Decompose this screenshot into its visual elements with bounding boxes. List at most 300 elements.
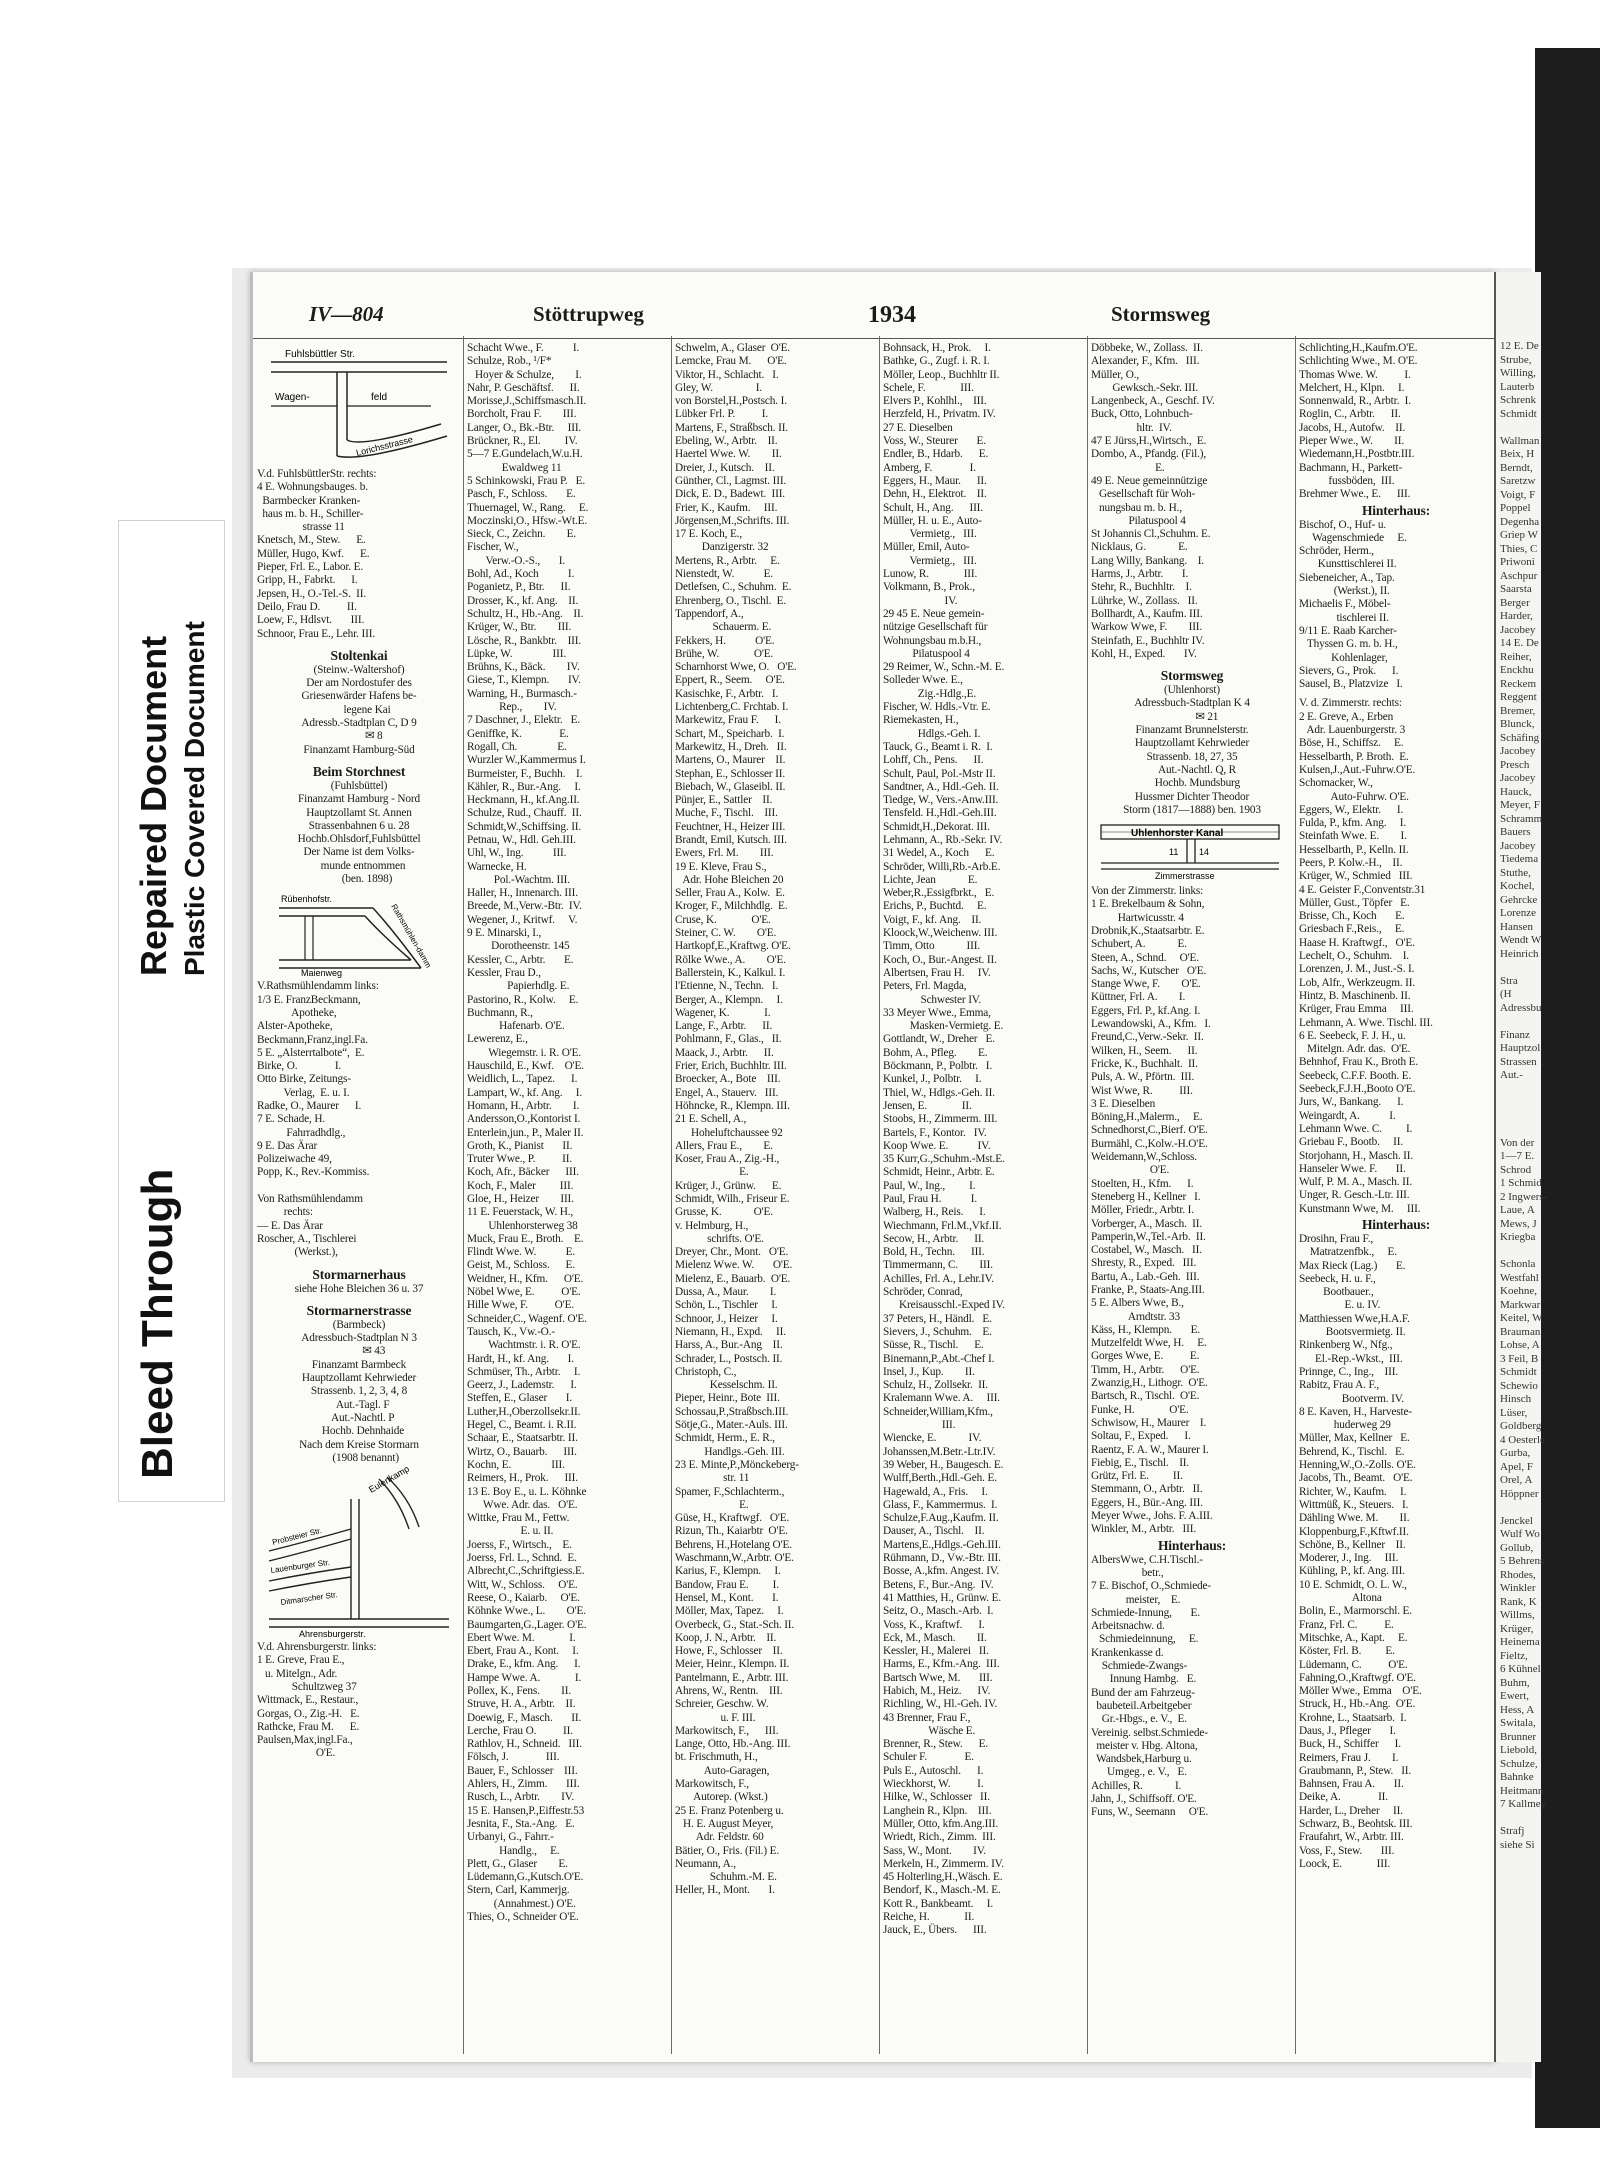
directory-entry: Schröder, Conrad, [883, 1286, 963, 1299]
directory-entry: Umgeg., e. V., E. [1091, 1766, 1187, 1779]
directory-entry: fussböden, III. [1299, 474, 1395, 487]
directory-entry: Broecker, A., Bote III. [675, 1073, 781, 1086]
directory-entry: Knetsch, M., Stew. E. [257, 534, 366, 547]
directory-entry [1496, 1123, 1541, 1137]
directory-entry: Schubert, A. E. [1091, 938, 1187, 951]
map-label: 14 [1199, 847, 1210, 858]
directory-entry: Drobnik,K.,Staatsarbtr. E. [1091, 924, 1205, 937]
directory-entry: Bartels, F., Kontor. IV. [883, 1126, 987, 1139]
directory-entry: Hanseler Wwe. F. II. [1299, 1162, 1406, 1175]
directory-entry: Wagenschmiede E. [1299, 531, 1407, 544]
directory-entry: Behrend, K., Tischl. E. [1299, 1445, 1405, 1458]
directory-entry: Drosihn, Frau F., [1299, 1233, 1374, 1245]
directory-entry: Schnedhorst,C.,Bierf. O'E. [1091, 1124, 1208, 1137]
directory-entry: 3 E. Dieselben [1091, 1097, 1156, 1110]
directory-entry: u. Mitelgn., Adr. [257, 1667, 338, 1680]
directory-entry: Jurs, W., Bankang. I. [1299, 1096, 1404, 1109]
directory-entry: Kroger, F., Milchhdlg. E. [675, 900, 788, 913]
directory-entry: Weber,R.,Essigfbrkt., E. [883, 887, 995, 900]
directory-entry: Ebert, Frau A., Kont. I. [467, 1645, 579, 1658]
directory-entry: Schmidt,H.,Dekorat. III. [883, 820, 990, 833]
directory-entry: Viktor, H., Schlacht. I. [675, 368, 779, 381]
directory-entry: V.d. FuhlsbüttlerStr. rechts: [257, 468, 377, 480]
directory-entry: Ewers, Frl. M. III. [675, 847, 774, 860]
directory-entry: Jensen, E. II. [883, 1099, 972, 1112]
directory-entry: Aut.- [1500, 1069, 1523, 1081]
directory-entry: Bosse, A.,kfm. Angest. IV. [883, 1565, 1000, 1578]
directory-entry: Bandow, Frau E. I. [675, 1578, 779, 1591]
directory-entry: Lerche, Frau O. II. [467, 1724, 573, 1737]
directory-entry: Popp, K., Rev.-Kommiss. [257, 1166, 370, 1179]
directory-entry: Innung Hambg. E. [1091, 1673, 1197, 1686]
directory-entry: bt. Frischmuth, H., [675, 1751, 758, 1764]
directory-entry: Rank, K [1500, 1595, 1537, 1608]
directory-entry: Buck, H., Schiffer I. [1299, 1738, 1401, 1751]
directory-entry: Rathlov, H., Schneid. III. [467, 1738, 582, 1751]
directory-entry: Lehmann, A. Wwe. Tischl. III. [1299, 1016, 1433, 1029]
directory-entry: Muche, F., Tischl. III. [675, 807, 778, 820]
directory-entry: (ben. 1898) [325, 873, 393, 886]
directory-entry: Spamer, F.,Schlachterm., [675, 1485, 785, 1498]
directory-entry: Bischof, O., Huf- u. [1299, 518, 1387, 531]
block-col1c [257, 780, 461, 886]
directory-entry: Winkler, M., Arbtr. III. [1091, 1523, 1197, 1536]
directory-entry: Walberg, H., Reis. I. [883, 1206, 986, 1219]
directory-entry: Kochn, E. III. [467, 1458, 565, 1471]
directory-entry: Von der Zimmerstr. links: [1091, 885, 1204, 898]
directory-entry: AlbersWwe, C.H.Tischl.- [1091, 1553, 1203, 1566]
directory-entry: 31 Wedel, A., Koch E. [883, 847, 995, 860]
directory-entry: Meier, Heinr., Klempn. II. [675, 1658, 790, 1671]
directory-entry: Reckem [1500, 677, 1537, 690]
directory-entry: Habich, M., Heiz. IV. [883, 1684, 991, 1697]
directory-entry: 5 E. Albers Wwe, B., [1091, 1297, 1184, 1310]
directory-entry: Jahn, J., Schiffsoff. O'E. [1091, 1792, 1197, 1805]
directory-entry: Handlg., E. [467, 1844, 560, 1857]
directory-entry: Pol.-Wachtm. III. [467, 873, 570, 886]
directory-entry: Lange, Otto, Hb.-Ang. III. [675, 1738, 791, 1751]
directory-entry: Schreier, Geschw. W. [675, 1698, 769, 1711]
directory-entry: Müller, Gust., Töpfer E. [1299, 896, 1410, 909]
directory-entry: hltr. IV. [1091, 421, 1172, 434]
directory-entry: 2 E. Greve, A., Erben [1299, 710, 1394, 723]
directory-entry: Buchmann, R., [467, 1006, 533, 1019]
directory-entry: Berger [1500, 596, 1530, 609]
directory-entry: Switala, [1500, 1717, 1536, 1729]
directory-entry: Goldberg [1500, 1420, 1542, 1432]
directory-entry: Fekkers, H. O'E. [675, 634, 775, 647]
directory-entry: Bartsch Wwe, M. III. [883, 1671, 993, 1684]
directory-entry: Weidner, H., Kfm. O'E. [467, 1272, 584, 1285]
directory-entry: Koop, J. N., Arbtr. II. [675, 1631, 777, 1644]
directory-entry: Storm (1817—1888) ben. 1903 [1123, 803, 1261, 816]
directory-entry: Wirtz, O., Bauarb. III. [467, 1445, 577, 1458]
block-col1f [257, 1319, 461, 1465]
directory-entry: Deilo, Frau D. II. [257, 600, 357, 613]
directory-entry: Schmidt, Wilh., Friseur E. [675, 1193, 790, 1205]
directory-entry: 21 E. Schell, A., [675, 1113, 747, 1126]
directory-entry: Thiel, W., Hdlgs.-Geh. II. [883, 1086, 995, 1099]
directory-entry: Bollhardt, A., Kaufm. III. [1091, 607, 1203, 620]
directory-entry: Heitmann [1500, 1784, 1544, 1797]
block-col3 [675, 342, 877, 1898]
directory-entry: Lechelt, O., Schuhm. I. [1299, 950, 1409, 963]
directory-entry: Schmüser, Th., Arbtr. I. [467, 1365, 581, 1378]
directory-entry: ✉ 21 [1165, 710, 1219, 723]
directory-entry: Warkow Wwe, F. III. [1091, 621, 1203, 634]
directory-entry: Mutzelfeldt Wwe, H. E. [1091, 1337, 1207, 1350]
directory-entry: Süsse, R., Tischl. E. [883, 1339, 984, 1352]
directory-entry: 17 E. Koch, E., [675, 528, 743, 541]
directory-entry: Brückner, R., El. IV. [467, 435, 578, 448]
directory-entry: Behnhof, Frau K., Broth E. [1299, 1056, 1419, 1069]
directory-entry: 7 E. Schade, H. [257, 1113, 326, 1126]
directory-entry: Wilken, H., Seem. II. [1091, 1044, 1198, 1057]
directory-entry: Rölke Wwe., A. O'E. [675, 953, 786, 966]
directory-entry: Kloppenburg,F.,Kftwf.II. [1299, 1525, 1409, 1538]
block-col1b [257, 664, 461, 757]
directory-entry: Fahrradhdlg., [257, 1126, 346, 1139]
directory-entry: Mielenz Wwe. W. O'E. [675, 1259, 793, 1272]
directory-entry: 33 Meyer Wwe., Emma, [883, 1006, 991, 1019]
block-col1a [257, 468, 461, 641]
directory-entry: Breede, M.,Verw.-Btr. IV. [467, 900, 582, 913]
directory-entry: Glass, F., Kammermus. I. [883, 1498, 998, 1511]
directory-entry: Hauptzollamt Kehrwieder [1134, 737, 1250, 750]
directory-entry: Mertens, R., Arbtr. E. [675, 554, 780, 567]
directory-entry: Willing, [1500, 367, 1536, 379]
directory-entry: Schult, Paul, Pol.-Mstr II. [883, 767, 996, 780]
directory-entry: O'E. [1091, 1164, 1170, 1177]
directory-entry: Bathke, G., Zugf. i. R. I. [883, 355, 990, 368]
directory-entry: (1908 benannt) [319, 1451, 399, 1464]
directory-entry [257, 1180, 461, 1193]
directory-entry: Neumann, A., [675, 1857, 736, 1870]
directory-entry: Steinfath Wwe. E. I. [1299, 830, 1407, 843]
directory-entry: Schulze, Rob., ¹/F* [467, 355, 552, 368]
directory-entry: Degenha [1500, 515, 1540, 528]
directory-entry: Von der [1500, 1136, 1535, 1149]
directory-entry: Matthiessen Wwe,H.A.F. [1299, 1312, 1410, 1325]
directory-entry: Flindt Wwe. W. E. [467, 1246, 576, 1259]
directory-entry: Freund,C.,Verw.-Sekr. II. [1091, 1031, 1204, 1044]
directory-entry: ✉ 43 [332, 1345, 386, 1358]
directory-entry: Struck, H., Hb.-Ang. O'E. [1299, 1698, 1416, 1711]
directory-entry: Markewitz, H., Dreh. II. [675, 740, 787, 753]
directory-entry [1496, 421, 1541, 435]
directory-entry: Tensfeld. H.,Hdl.-Geh.III. [883, 807, 997, 820]
directory-entry: Kreisausschl.-Exped IV. [883, 1299, 1005, 1312]
directory-entry: Bohnsack, H., Prok. I. [883, 342, 991, 354]
block-col1g [257, 1641, 461, 1761]
directory-entry: Adressbuch-Stadtplan N 3 [301, 1332, 417, 1345]
directory-entry: Stra [1500, 974, 1518, 987]
directory-entry: Koop Wwe. E. IV. [883, 1139, 991, 1152]
column-4 [883, 342, 1085, 2054]
directory-entry: 13 E. Boy E., u. L. Köhnke [467, 1485, 587, 1498]
directory-entry: Pilatuspool 4 [883, 647, 970, 660]
map-label: Ahrensburgerstr. [299, 1629, 366, 1640]
directory-entry: Nöbel Wwe, E. O'E. [467, 1286, 581, 1299]
directory-entry: Buhm, [1500, 1676, 1530, 1689]
directory-entry: Schart, M., Speicharb. I. [675, 727, 785, 740]
directory-entry: Rep., IV. [467, 701, 557, 714]
directory-entry: Martens, F., Straßbsch. II. [675, 421, 789, 434]
directory-entry: Amberg, F. I. [883, 461, 976, 474]
directory-entry: Buck, Otto, Lohnbuch- [1091, 408, 1193, 421]
directory-entry: Jacobs, H., Autofw. II. [1299, 421, 1406, 434]
directory-entry: Harss, A., Bur.-Ang II. [675, 1339, 783, 1352]
directory-entry: Danzigerstr. 32 [675, 541, 769, 554]
directory-entry: Schröder, Willi,Rb.-Arb.E. [883, 860, 1001, 873]
directory-entry: Wendt W [1500, 934, 1542, 946]
map-label: Fuhlsbüttler Str. [285, 349, 356, 360]
directory-entry: Wiedemann,H.,Postbtr.III. [1299, 448, 1415, 461]
directory-entry: Alster-Apotheke, [257, 1020, 333, 1033]
directory-entry: Struve, H. A., Arbtr. II. [467, 1698, 576, 1711]
block-col6a [1299, 342, 1493, 502]
directory-entry: 8 E. Kaven, H., Harveste- [1299, 1405, 1412, 1418]
directory-entry: Fahning,O.,Kraftwgf. O'E. [1299, 1671, 1416, 1684]
directory-entry: Schramm [1500, 812, 1543, 825]
directory-entry: Howe, F., Schlosser II. [675, 1645, 783, 1658]
column-rule [1295, 336, 1296, 2054]
directory-entry: Reiche, H. II. [883, 1911, 975, 1924]
directory-entry: Fischer, W. Hdls.-Vtr. E. [883, 701, 991, 714]
directory-entry: Reimers, Frau J. I. [1299, 1751, 1399, 1764]
directory-entry: Martens,E.,Hdlgs.-Geh.III. [883, 1538, 1001, 1551]
directory-entry: Burmeister, F., Buchh. I. [467, 767, 583, 780]
directory-entry: Sievers, G., Prok. I. [1299, 664, 1399, 677]
directory-entry: Tiedema [1500, 853, 1539, 865]
directory-entry: Steinfath, E., Buchhltr IV. [1091, 634, 1205, 647]
directory-entry: Enterlein,jun., P., Maler II. [467, 1126, 584, 1139]
block-col5b [1091, 684, 1293, 817]
directory-entry: Poppel [1500, 502, 1531, 514]
header-year: 1934 [868, 302, 916, 328]
directory-entry: 1 E. Greve, Frau E., [257, 1654, 345, 1667]
directory-entry: Fiebig, E., Tischl. II. [1091, 1456, 1190, 1469]
directory-entry: Kralemann Wwe. A. III. [883, 1392, 1000, 1405]
directory-entry: Sausel, B., Platzvize I. [1299, 678, 1403, 691]
directory-entry: Eck, M., Masch. II. [883, 1631, 987, 1644]
directory-entry: Schwester IV. [883, 993, 982, 1006]
directory-entry: Weidlich, L., Tapez. I. [467, 1073, 578, 1086]
heading-stormarnerstrasse: Stormarnerstrasse [306, 1302, 412, 1318]
directory-entry: Weingardt, A. I. [1299, 1109, 1396, 1122]
directory-entry: Rabitz, Frau A. F., [1299, 1379, 1380, 1392]
directory-entry: Hauptzol [1500, 1042, 1541, 1054]
directory-entry: u. F. III. [675, 1711, 756, 1724]
directory-entry: 7 E. Bischof, O.,Schmiede- [1091, 1580, 1212, 1593]
directory-entry: Rusch, L., Arbtr. IV. [467, 1791, 574, 1804]
directory-entry: Kesselschm. II. [675, 1379, 778, 1392]
directory-entry: Ahlers, H., Zimm. III. [467, 1778, 580, 1791]
header-left-street: Stöttrupweg [533, 302, 644, 326]
directory-entry: Enckhu [1500, 664, 1534, 676]
directory-entry: Polizeiwache 49, [257, 1153, 332, 1166]
block-col6c [1299, 697, 1493, 1216]
directory-entry: Masken-Vermietg. E. [883, 1020, 1004, 1033]
directory-entry: Pünjer, E., Sattler II. [675, 794, 773, 807]
directory-entry: Müller, H. u. E., Auto- [883, 514, 982, 527]
directory-entry: Hafenarb. O'E. [467, 1020, 565, 1033]
directory-entry: Lewerenz, E., [467, 1033, 528, 1046]
directory-entry: Merkeln, H., Zimmerm. IV. [883, 1857, 1004, 1870]
column-rule [879, 336, 880, 2054]
directory-entry: Hartkopf,E.,Kraftwg. O'E. [675, 940, 791, 953]
directory-entry: Achilles, Frl. A., Lehr.IV. [883, 1272, 994, 1285]
directory-entry: Schmidt, Heinr., Arbtr. E. [883, 1166, 995, 1179]
directory-entry: Moczinski,O., Hfsw.-Wt.E. [467, 514, 588, 527]
directory-entry: Aut.-Tagl. F [328, 1398, 390, 1411]
directory-entry: 9/11 E. Raab Karcher- [1299, 624, 1397, 637]
directory-entry: Frier, K., Kaufm. III. [675, 501, 778, 514]
directory-entry: Bahnke [1500, 1771, 1534, 1783]
directory-entry: 4 E. Wohnungsbauges. b. [257, 481, 368, 494]
directory-entry: Stoelten, H., Kfm. I. [1091, 1177, 1194, 1190]
directory-entry: Petnau, W., Hdl. Geh.III. [467, 833, 576, 846]
directory-entry: Liebold, [1500, 1744, 1537, 1756]
directory-entry: Schulze,F.Aug.,Kaufm. II. [883, 1512, 999, 1525]
directory-entry: Schrader, L., Postsch. II. [675, 1352, 783, 1365]
directory-entry: Griesenwärder Hafens be- [301, 690, 417, 703]
directory-entry: Hesselbarth, P., Kelln. II. [1299, 843, 1409, 856]
directory-entry: Aschpur [1500, 569, 1538, 582]
directory-entry: 15 E. Hansen,P.,Eiffestr.53 [467, 1804, 585, 1817]
directory-entry: Steiner, C. W. O'E. [675, 927, 777, 940]
directory-entry: Langer, O., Bk.-Btr. III. [467, 421, 582, 434]
directory-entry: Voigt, F., kf. Ang. II. [883, 913, 982, 926]
directory-entry: Apel, F [1500, 1460, 1533, 1473]
directory-entry: Jacobs, Th., Beamt. O'E. [1299, 1472, 1413, 1485]
directory-entry: Bolin, E., Marmorschl. E. [1299, 1605, 1412, 1618]
directory-entry: Arndtstr. 33 [1091, 1310, 1180, 1323]
directory-entry: Hansen [1500, 920, 1533, 933]
directory-entry: Strassenb. 18, 27, 35 [1146, 750, 1238, 763]
directory-entry: Schlichting,H.,Kaufm.O'E. [1299, 342, 1418, 354]
directory-entry: Timm, H., Arbtr. O'E. [1091, 1363, 1200, 1376]
directory-entry: Roscher, A., Tischlerei [257, 1232, 357, 1245]
directory-entry: Schewio [1500, 1379, 1538, 1392]
column-1 [257, 342, 461, 2054]
directory-entry: Koch, O., Bur.-Angest. II. [883, 953, 997, 966]
directory-page [250, 272, 1495, 2062]
directory-entry: Wiechmann, Frl.M.,Vkf.II. [883, 1219, 1002, 1232]
directory-entry: Gollub, [1500, 1541, 1534, 1554]
directory-entry: Moderer, J., Ing. III. [1299, 1552, 1399, 1565]
page-number: IV—804 [309, 302, 384, 326]
directory-entry: Möller, Friedr., Arbtr. I. [1091, 1204, 1194, 1217]
directory-entry: E. [675, 1498, 749, 1511]
directory-entry: Auto-Fuhrw. O'E. [1299, 790, 1409, 803]
directory-entry: Dauser, A., Tischl. II. [883, 1525, 985, 1538]
directory-entry: 5 Schinkowski, Frau P. E. [467, 474, 586, 487]
directory-entry: V.Rathsmühlendamm links: [257, 980, 379, 993]
directory-entry: Krüger, W., Btr. III. [467, 621, 572, 634]
directory-entry: haus m. b. H., Schiller- [257, 507, 364, 520]
directory-entry: Wiencke, E. IV. [883, 1432, 982, 1445]
map-label: Ditmarscher Str. [280, 1590, 339, 1608]
directory-entry: Keitel, W [1500, 1312, 1543, 1324]
directory-entry: Griep W [1500, 529, 1538, 541]
directory-entry: Handlgs.-Geh. III. [675, 1445, 785, 1458]
directory-entry: Schulz, H., Zollsekr. II. [883, 1379, 988, 1392]
directory-entry: (Barmbeck) [332, 1318, 386, 1331]
directory-entry: Küttner, Frl. A. I. [1091, 991, 1186, 1004]
directory-entry: Drosser, K., kf. Ang. II. [467, 594, 579, 607]
directory-entry: rechts: [257, 1206, 313, 1219]
directory-entry: Kloock,W.,Weichenw. III. [883, 927, 998, 940]
directory-entry: Otto Birke, Zeitungs- [257, 1073, 351, 1086]
directory-entry: meister, E. [1091, 1593, 1181, 1606]
directory-entry: l'Etienne, N., Techn. I. [675, 980, 779, 993]
directory-entry: Schauerm. E. [675, 621, 772, 634]
directory-entry: Funs, W., Seemann O'E. [1091, 1806, 1209, 1819]
directory-entry: Böse, H., Schiffsz. E. [1299, 737, 1404, 750]
directory-entry: Fraufahrt, W., Arbtr. III. [1299, 1831, 1404, 1844]
heading-stormsweg: Stormsweg [1160, 668, 1224, 684]
directory-entry: Schmiede-Innung, E. [1091, 1606, 1200, 1619]
directory-entry: Groth, K., Pianist II. [467, 1139, 573, 1152]
directory-entry: Paul, Frau H. I. [883, 1193, 977, 1205]
directory-entry: Wohnungsbau m.b.H., [883, 634, 982, 647]
directory-entry: Hensel, M., Kont. I. [675, 1591, 779, 1604]
column-rule [1087, 336, 1088, 2054]
directory-entry: Wulf, P. M. A., Masch. II. [1299, 1176, 1413, 1189]
directory-entry: Hampe Wwe. A. I. [467, 1671, 582, 1684]
directory-entry [1496, 1110, 1541, 1124]
directory-entry: Henning,W.,O.-Zolls. O'E. [1299, 1459, 1416, 1472]
directory-entry: Pieper Wwe., W. II. [1299, 435, 1405, 448]
directory-entry: Reese, O., Kaiarb. O'E. [467, 1591, 580, 1604]
directory-entry: huderweg 29 [1299, 1419, 1391, 1432]
directory-entry: Eggers, W., Elektr. I. [1299, 803, 1404, 816]
directory-entry: Presch [1500, 758, 1530, 771]
directory-entry: Schmidt [1500, 1366, 1537, 1378]
directory-entry: Jacobey [1500, 839, 1536, 852]
map-label: Wagen- [275, 392, 310, 403]
directory-entry: nungsbau m. b. H., [1091, 501, 1182, 514]
directory-entry: Lunow, R. III. [883, 568, 978, 581]
directory-entry: Hille Wwe, F. O'E. [467, 1299, 575, 1312]
directory-entry: Betens, F., Bur.-Ang. IV. [883, 1578, 994, 1591]
directory-entry: Pieper, Heinr., Bote III. [675, 1392, 780, 1405]
directory-entry: Shresty, R., Exped. III. [1091, 1257, 1197, 1270]
directory-entry: Lüdemann,G.,Kutsch.O'E. [467, 1871, 584, 1884]
directory-entry: Brühe, W. O'E. [675, 647, 774, 660]
directory-entry: Finanzamt Hamburg - Nord [297, 793, 420, 806]
directory-entry: Nienstedt, W. E. [675, 568, 774, 581]
directory-entry: Volkmann, B., Prok., [883, 581, 975, 594]
directory-entry: Lüser, [1500, 1406, 1528, 1419]
directory-entry: 27 E. Dieselben [883, 421, 953, 434]
directory-entry: Aut.-Nachtl. Q, R [1147, 763, 1237, 776]
directory-entry: Saretzw [1500, 475, 1536, 487]
directory-entry: Schön, L., Tischler I. [675, 1299, 778, 1312]
directory-entry: H. E. August Meyer, [675, 1817, 774, 1830]
directory-entry: Bootbauer., [1299, 1286, 1374, 1299]
directory-entry: Bootverm. IV. [1299, 1392, 1404, 1405]
directory-entry: Schneider,C., Wagenf. O'E. [467, 1312, 587, 1325]
directory-entry: Koser, Frau A., Zig.-H., [675, 1153, 780, 1166]
directory-entry: Bremer, [1500, 704, 1536, 717]
directory-entry: Adressb.-Stadtplan C, D 9 [301, 717, 417, 730]
directory-entry: Rathcke, Frau M. E. [257, 1720, 360, 1733]
directory-entry: 2 Ingwers- [1500, 1190, 1548, 1203]
directory-entry: Hochb. Dehnhaide [313, 1425, 405, 1438]
directory-entry: Tausch, K., Vw.-O.- [467, 1325, 555, 1338]
